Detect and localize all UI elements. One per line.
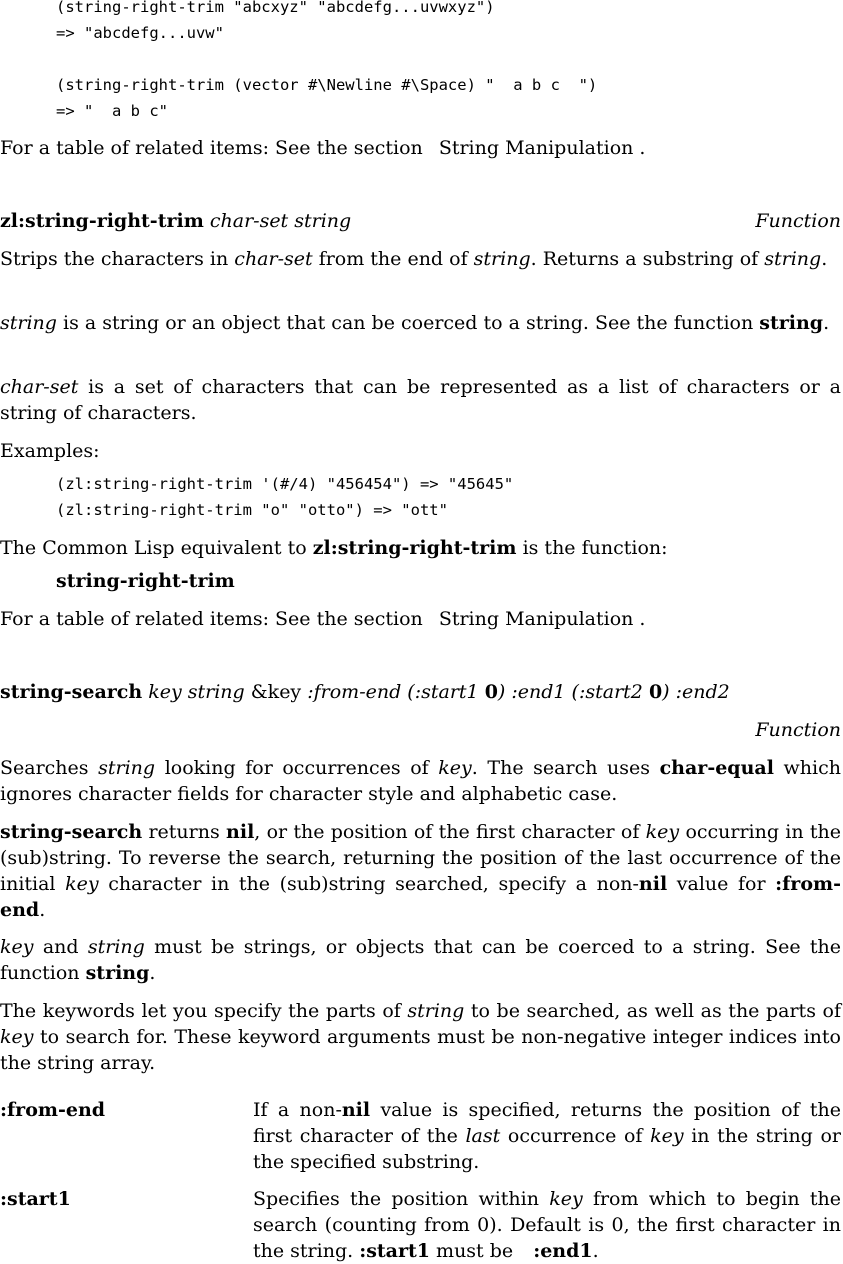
description-paragraph: Searches string looking for occurrences of key. The search uses char-equal which ignores character fields for character style and alphabetic case. — [0, 757, 841, 805]
entry-kind: Function — [755, 210, 841, 232]
function-name: zl:string-right-trim — [0, 210, 204, 232]
entry-header: string-search key string &key :from-end (:start1 0) :end1 (:start2 0) :end2 — [0, 681, 730, 703]
related-suffix: . — [639, 608, 646, 630]
function-name: string-search — [0, 681, 143, 703]
related-items-line — [0, 135, 841, 161]
description-paragraph: string is a string or an object that can be coerced to a string. See the function string. — [0, 312, 830, 334]
examples-label: Examples: — [0, 440, 100, 462]
keyword-row — [0, 1186, 841, 1264]
function-args: char-set string — [209, 210, 352, 232]
related-prefix: For a table of related items: See the section — [0, 137, 423, 159]
equivalent-line: The Common Lisp equivalent to zl:string-right-trim is the function: — [0, 537, 668, 559]
equivalent-function: string-right-trim — [56, 570, 235, 592]
code-line: (zl:string-right-trim '(#/4) "456454") => "45645" — [56, 475, 514, 493]
code-line: (string-right-trim "abcxyz" "abcdefg...uvwxyz") — [56, 0, 495, 16]
related-prefix: For a table of related items: See the section — [0, 608, 423, 630]
code-line: (zl:string-right-trim "o" "otto") => "ott" — [56, 501, 448, 519]
keyword-description: Specifies the position within key from which to begin the search (counting from 0). Default is 0, the first character in the string. :start1 must be :end1. — [253, 1188, 841, 1262]
related-items-line — [0, 606, 841, 632]
description-paragraph: Strips the characters in char-set from the end of string. Returns a substring of string. — [0, 248, 828, 270]
keyword-term: :start1 — [0, 1188, 71, 1210]
description-paragraph: char-set is a set of characters that can be represented as a list of characters or a string of characters. — [0, 376, 841, 424]
section-link[interactable]: String Manipulation — [438, 137, 634, 159]
code-line: => "abcdefg...uvw" — [56, 24, 224, 42]
code-line: (string-right-trim (vector #\Newline #\Space) " a b c ") — [56, 76, 598, 94]
description-paragraph: key and string must be strings, or objects that can be coerced to a string. See the function string. — [0, 936, 842, 984]
keyword-description: If a non-nil value is specified, returns the position of the first character of the last occurrence of key in the string or the specified substring. — [253, 1099, 841, 1173]
entry-kind: Function — [755, 719, 841, 741]
related-suffix: . — [639, 137, 646, 159]
entry-header — [0, 208, 841, 234]
keyword-row — [0, 1097, 841, 1175]
keyword-term: :from-end — [0, 1099, 106, 1121]
description-paragraph: The keywords let you specify the parts of string to be searched, as well as the parts of key to search for. These keyword arguments must be non-negative integer indices into the string array. — [0, 1000, 841, 1074]
description-paragraph: string-search returns nil, or the position of the first character of key occurring in the (sub)string. To reverse the search, returning the position of the last occurrence of the initial key character in the (sub)string searched, specify a non-nil value for :from-end. — [0, 821, 842, 921]
section-link[interactable]: String Manipulation — [438, 608, 634, 630]
code-line: => " a b c" — [56, 102, 168, 120]
